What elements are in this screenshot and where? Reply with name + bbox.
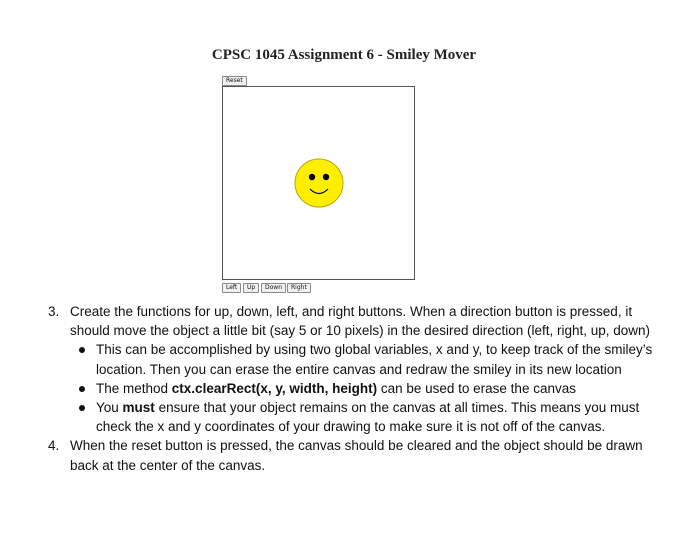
reset-button[interactable]: Reset	[222, 76, 247, 86]
item-text: When the reset button is pressed, the canvas should be cleared and the object should be drawn back at the center of the canvas.	[70, 438, 643, 473]
right-button[interactable]: Right	[287, 283, 311, 293]
bullet-text-post: can be used to erase the canvas	[377, 380, 576, 396]
bullet-icon	[79, 405, 85, 411]
instructions	[48, 302, 658, 475]
item-text: Create the functions for up, down, left, and right buttons. When a direction button is pressed, it should move the object a little bit (say 5 or 10 pixels) in the desired direction (left, right, up, down)	[70, 304, 651, 339]
bullet-text: This can be accomplished by using two global variables, x and y, to keep track of the smiley’s location. Then you can erase the entire canvas and redraw the smiley in its new location	[96, 342, 653, 377]
smiley-left-eye	[309, 174, 315, 180]
drawing-canvas	[222, 86, 415, 280]
smiley-face	[295, 159, 343, 207]
bullet-text-pre: The method	[96, 380, 172, 396]
up-button[interactable]: Up	[243, 283, 259, 293]
sub-bullet-list	[48, 340, 658, 436]
bullet-text-bold: ctx.clearRect(x, y, width, height)	[171, 380, 378, 396]
bullet-item	[48, 398, 658, 436]
bullet-icon	[79, 347, 85, 353]
bullet-text-pre: You	[96, 400, 123, 416]
bullet-item	[48, 379, 658, 398]
bullet-text-post: ensure that your object remains on the canvas at all times. This means you must check the x and y coordinates of your drawing to make sure it is not off of the canvas.	[96, 400, 640, 435]
page-title: CPSC 1045 Assignment 6 - Smiley Mover	[211, 47, 477, 63]
smiley-face-icon	[294, 158, 344, 208]
left-button[interactable]: Left	[222, 283, 241, 293]
bullet-item	[48, 340, 658, 378]
item-number: 3.	[48, 304, 60, 319]
bullet-icon	[79, 386, 85, 392]
list-item-4	[48, 436, 658, 474]
list-item-3	[48, 302, 658, 340]
bullet-text-bold: must	[122, 400, 155, 416]
smiley-right-eye	[323, 174, 329, 180]
down-button[interactable]: Down	[261, 283, 286, 293]
item-number: 4.	[48, 438, 60, 454]
